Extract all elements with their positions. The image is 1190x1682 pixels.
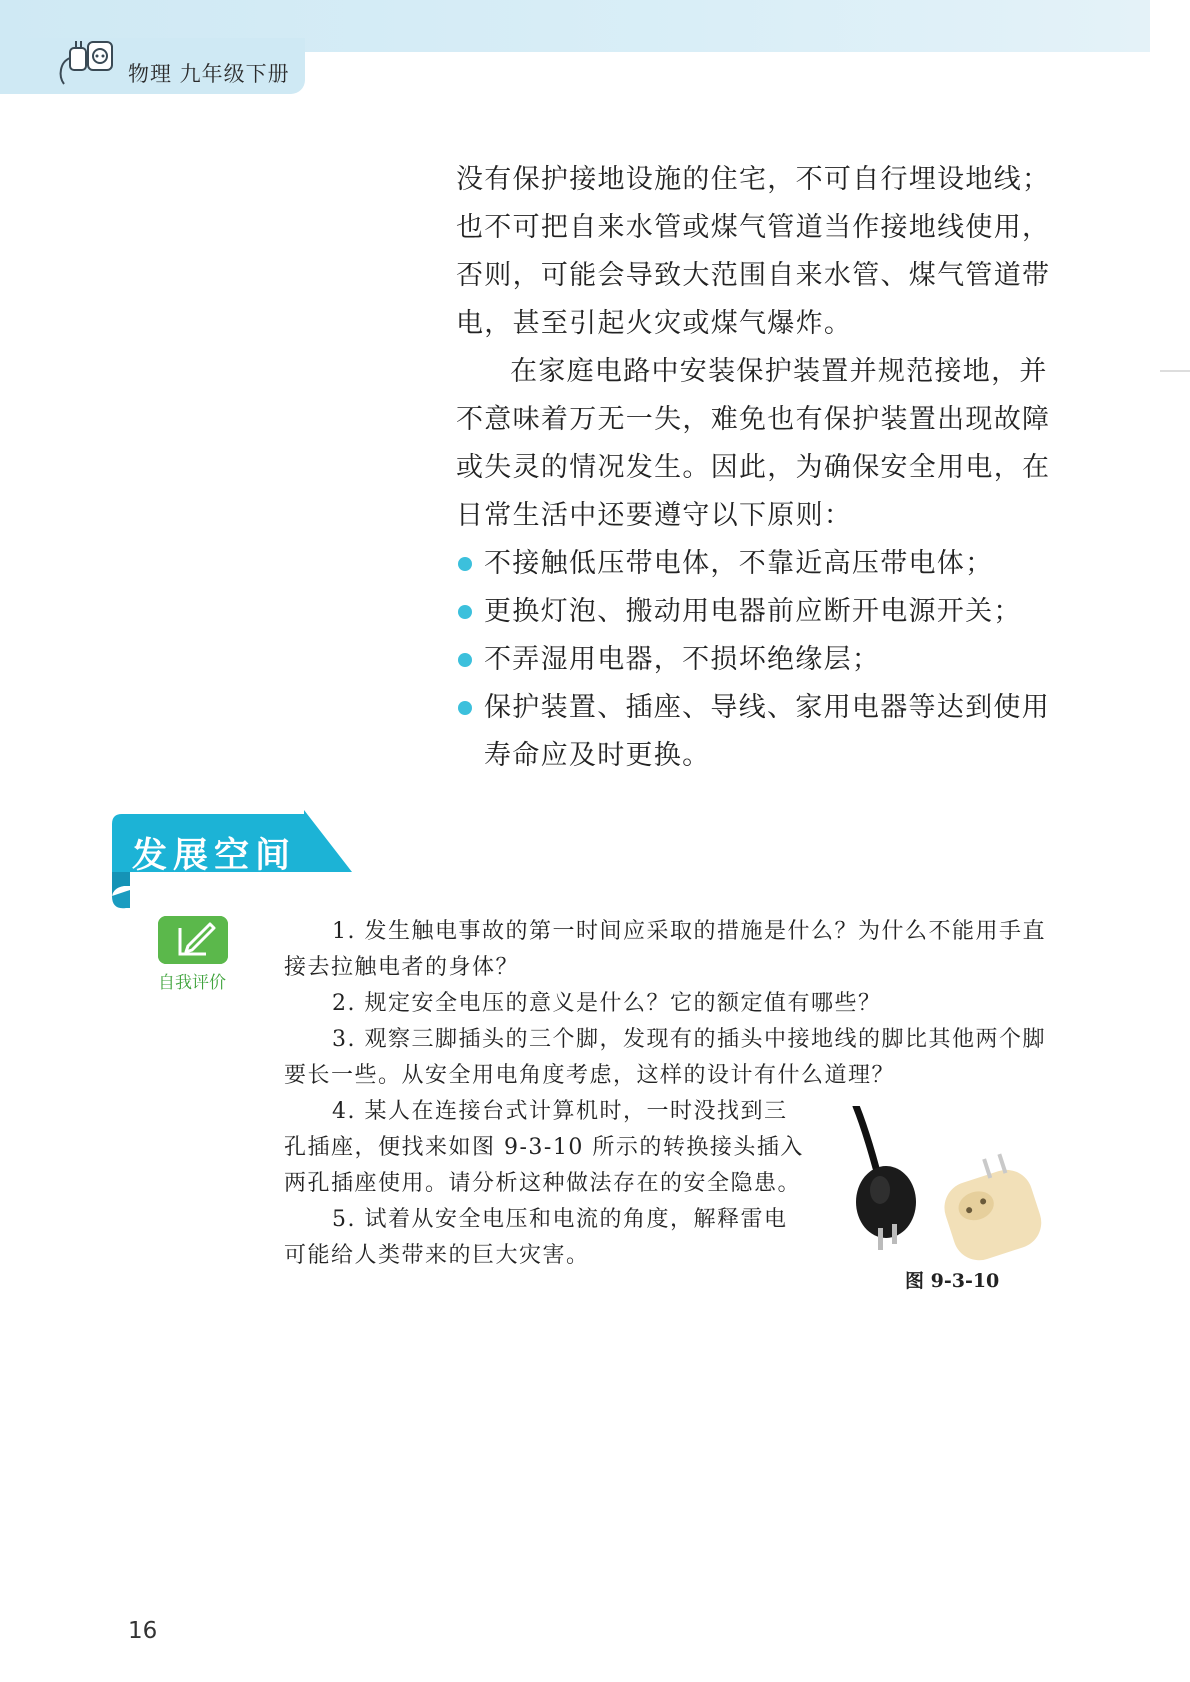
bullet-dot-icon xyxy=(458,653,472,667)
paragraph-principles: 在家庭电路中安装保护装置并规范接地，并不意味着万无一失，难免也有保护装置出现故障或失灵的情况发生。因此，为确保安全用电，在日常生活中还要遵守以下原则： xyxy=(456,356,1051,531)
self-eval-label: 自我评价 xyxy=(158,973,226,993)
plug-socket-logo-icon xyxy=(56,36,116,92)
book-title: 物理 九年级下册 xyxy=(128,62,290,86)
list-item xyxy=(456,588,1056,636)
paragraph-grounding: 没有保护接地设施的住宅，不可自行埋设地线；也不可把自来水管或煤气管道当作接地线使用，否则，可能会导致大范围自来水管、煤气管道带电，甚至引起火灾或煤气爆炸。 xyxy=(456,164,1051,339)
bullet-dot-icon xyxy=(458,557,472,571)
list-item-text: 更换灯泡、搬动用电器前应断开电源开关； xyxy=(484,596,1022,627)
page-number: 16 xyxy=(128,1618,158,1644)
question-item: 2. 规定安全电压的意义是什么？它的额定值有哪些？ xyxy=(332,991,882,1016)
list-item-text: 不接触低压带电体，不靠近高压带电体； xyxy=(484,548,994,579)
list-item-text: 保护装置、插座、导线、家用电器等达到使用寿命应及时更换。 xyxy=(484,692,1050,771)
list-item xyxy=(456,540,1056,588)
plug-adapter-photo xyxy=(850,1106,1050,1266)
bullet-dot-icon xyxy=(458,605,472,619)
section-banner xyxy=(108,810,358,910)
figure-caption: 图 9-3-10 xyxy=(905,1270,1000,1292)
pencil-check-icon xyxy=(158,916,228,964)
list-item xyxy=(456,684,1056,780)
question-item: 4. 某人在连接台式计算机时，一时没找到三孔插座，便找来如图 9-3-10 所示的转换接头插入两孔插座使用。请分析这种做法存在的安全隐患。 xyxy=(284,1099,804,1196)
list-item xyxy=(456,636,1056,684)
bullet-dot-icon xyxy=(458,701,472,715)
question-item: 5. 试着从安全电压和电流的角度，解释雷电可能给人类带来的巨大灾害。 xyxy=(284,1207,788,1268)
section-title: 发展空间 xyxy=(132,836,297,876)
list-item-text: 不弄湿用电器，不损坏绝缘层； xyxy=(484,644,881,675)
question-item: 1. 发生触电事故的第一时间应采取的措施是什么？为什么不能用手直接去拉触电者的身体？ xyxy=(284,919,1046,980)
principles-list xyxy=(456,540,1056,780)
main-text-block xyxy=(456,156,1056,780)
question-item: 3. 观察三脚插头的三个脚，发现有的插头中接地线的脚比其他两个脚要长一些。从安全用电角度考虑，这样的设计有什么道理？ xyxy=(284,1027,1046,1088)
page-edge-mark xyxy=(1160,370,1190,372)
